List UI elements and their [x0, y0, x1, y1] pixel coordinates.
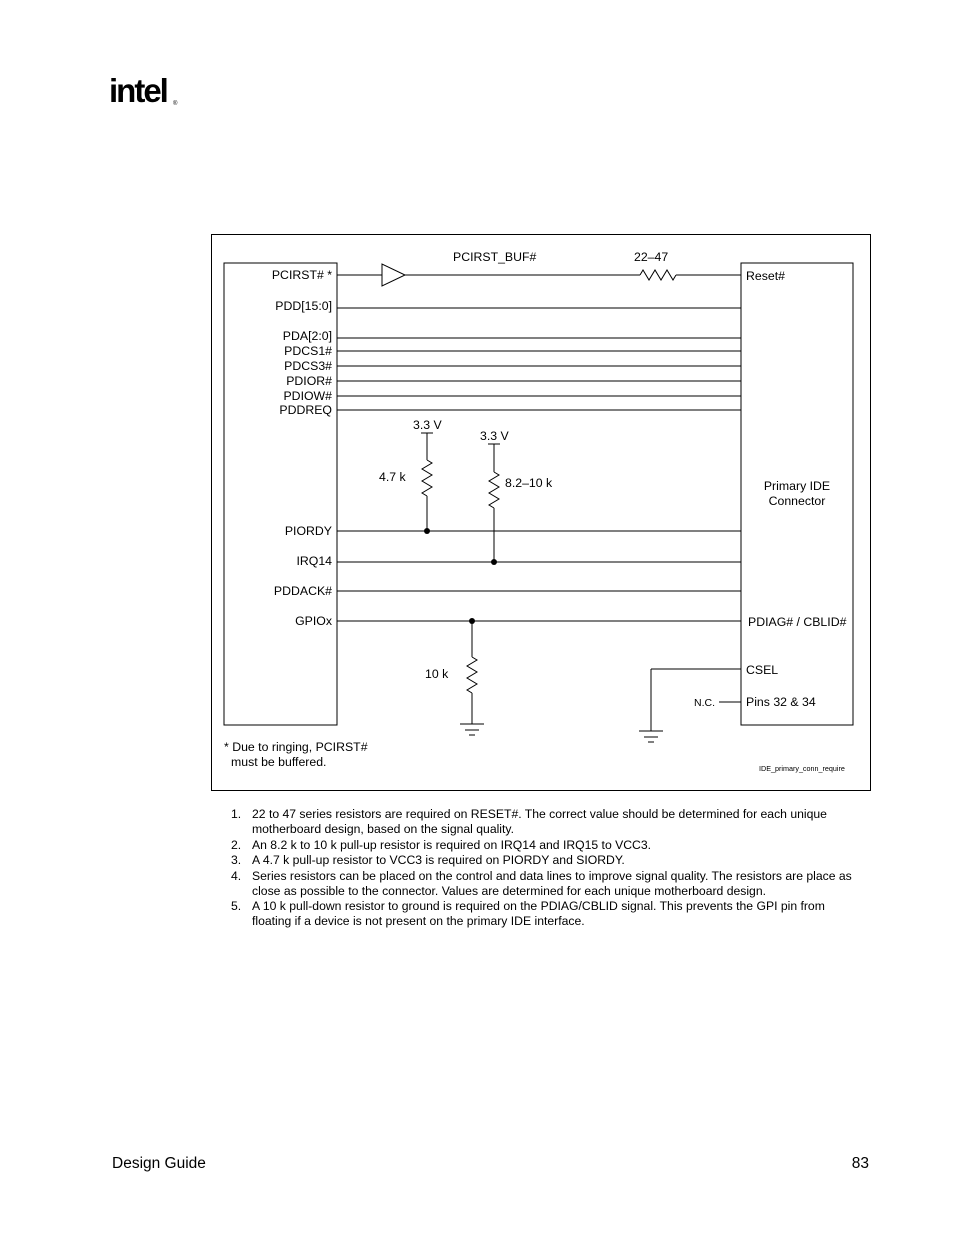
pin-gpiox: GPIOx — [295, 614, 332, 628]
pin-pddreq: PDDREQ — [279, 403, 332, 417]
note-item — [231, 853, 861, 868]
footnote-line2: must be buffered. — [231, 755, 327, 769]
pullup-piordy — [421, 433, 433, 531]
note-item — [231, 807, 861, 837]
nc-label: N.C. — [694, 697, 715, 709]
pin-pdd: PDD[15:0] — [275, 299, 332, 313]
pin-irq14: IRQ14 — [296, 554, 332, 568]
pin-pdcs3: PDCS3# — [284, 359, 332, 373]
signal-lines — [337, 308, 741, 621]
pcirst-buffer-net — [337, 264, 741, 286]
pullup2-value: 8.2–10 k — [505, 476, 553, 490]
buffer-net-label: PCIRST_BUF# — [453, 250, 537, 264]
pin-csel: CSEL — [746, 663, 779, 677]
note-item — [231, 899, 861, 929]
note-number: 2. — [231, 837, 242, 852]
note-text: 22 to 47 series resistors are required on RESET#. The correct value should be determined for each unique motherboard design, based on the signal quality. — [252, 807, 827, 836]
pin-pdior: PDIOR# — [286, 374, 332, 388]
junction-irq14 — [491, 559, 497, 565]
note-number: 1. — [231, 807, 242, 821]
note-text: Series resistors can be placed on the control and data lines to improve signal quality. The resistors are place as close as possible to the connector. Values are determined for each unique motherboard design. — [252, 868, 852, 898]
note-item — [231, 869, 861, 899]
pin-32-34: Pins 32 & 34 — [746, 695, 816, 709]
note-number: 3. — [231, 853, 242, 867]
series-resistor-label: 22–47 — [634, 250, 669, 264]
pullup1-voltage: 3.3 V — [413, 418, 442, 432]
pullup2-voltage: 3.3 V — [480, 429, 509, 443]
note-text: A 4.7 k pull-up resistor to VCC3 is required on PIORDY and SIORDY. — [252, 853, 625, 867]
logo-text: intel — [109, 72, 167, 109]
pin-pcirst: PCIRST# * — [271, 268, 332, 282]
logo-registered-mark: ® — [173, 101, 178, 107]
footnote-line1: * Due to ringing, PCIRST# — [224, 740, 368, 754]
connector-title-line1: Primary IDE — [763, 479, 831, 493]
csel-ground — [639, 669, 741, 742]
pin-pdiow: PDIOW# — [283, 389, 332, 403]
pin-pdiag: PDIAG# / CBLID# — [748, 615, 847, 629]
note-text: An 8.2 k to 10 k pull-up resistor is required on IRQ14 and IRQ15 to VCC3. — [252, 837, 652, 852]
junction-gpiox — [469, 618, 475, 624]
junction-piordy — [424, 528, 430, 534]
note-number: 5. — [231, 899, 242, 913]
pin-pda: PDA[2:0] — [282, 329, 332, 343]
note-item — [231, 838, 861, 853]
pin-piordy: PIORDY — [284, 524, 332, 538]
pullup1-value: 4.7 k — [379, 470, 406, 484]
pin-pdcs1: PDCS1# — [284, 344, 332, 358]
notes-list — [231, 807, 861, 930]
pulldown-gpiox — [460, 621, 484, 735]
pulldown-value: 10 k — [425, 667, 449, 681]
series-resistor — [640, 270, 676, 280]
pin-reset: Reset# — [746, 269, 785, 283]
buffer-symbol — [382, 264, 405, 286]
pin-pddack: PDDACK# — [273, 584, 332, 598]
figure-id: IDE_primary_conn_require — [759, 764, 845, 773]
pullup-irq14 — [488, 444, 500, 562]
note-text: A 10 k pull-down resistor to ground is required on the PDIAG/CBLID signal. This prevents the GPI pin from floating if a device is not present on the primary IDE interface. — [252, 899, 825, 928]
page-number: 83 — [851, 1155, 869, 1172]
connector-title-line2: Connector — [768, 494, 826, 508]
note-number: 4. — [231, 868, 242, 883]
footer-title: Design Guide — [112, 1155, 206, 1172]
